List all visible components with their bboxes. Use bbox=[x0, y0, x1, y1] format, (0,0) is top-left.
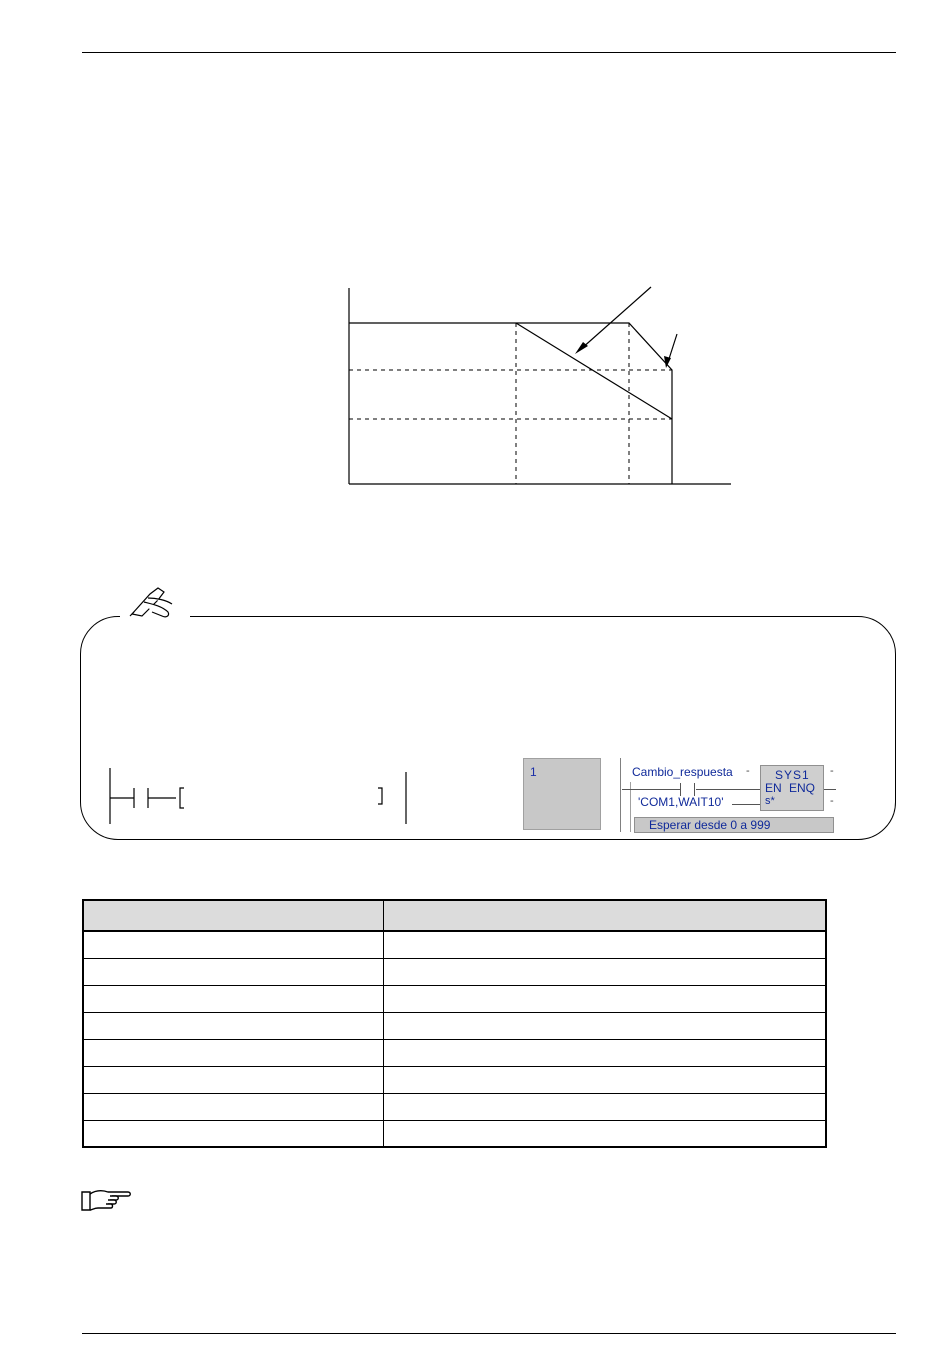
step-number-cell bbox=[523, 758, 601, 830]
table-row bbox=[83, 1066, 826, 1093]
response-curve bbox=[349, 323, 672, 484]
table-row bbox=[83, 1093, 826, 1120]
table-row bbox=[83, 1012, 826, 1039]
table-header-cell bbox=[83, 900, 383, 931]
table-row bbox=[83, 958, 826, 985]
block-comment[interactable]: Esperar desde 0 a 999 bbox=[634, 817, 834, 833]
pointer-arrow-1 bbox=[581, 287, 651, 349]
variable-label[interactable]: Cambio_respuesta bbox=[632, 765, 733, 779]
step-number: 1 bbox=[530, 765, 537, 779]
pin-enq: ENQ bbox=[789, 781, 816, 795]
table-header-cell bbox=[383, 900, 826, 931]
table-row bbox=[83, 1039, 826, 1066]
parameter-table bbox=[82, 899, 827, 1148]
pin-en: EN bbox=[765, 781, 782, 795]
ladder-rung bbox=[100, 766, 420, 828]
timing-diagram bbox=[300, 270, 740, 492]
pointing-hand-icon bbox=[80, 1186, 134, 1214]
header-rule bbox=[82, 52, 896, 53]
function-block-diagram: - - - Cambio_respuesta 'COM1,WAIT10' SYS1 EN ENQ s* Esperar desde 0 a 999 bbox=[612, 756, 837, 834]
pin-s: s* bbox=[765, 795, 775, 807]
arrowhead-2 bbox=[664, 356, 671, 368]
string-input-label[interactable]: 'COM1,WAIT10' bbox=[638, 795, 724, 809]
table-row bbox=[83, 985, 826, 1012]
footer-rule bbox=[82, 1333, 896, 1334]
block-name: SYS1 bbox=[775, 768, 810, 782]
table-row bbox=[83, 1120, 826, 1147]
instruction-bracket-left bbox=[180, 788, 184, 808]
sys1-block[interactable] bbox=[760, 765, 824, 811]
pen-hand-icon bbox=[122, 582, 178, 622]
table-header-row bbox=[83, 900, 826, 931]
table-row bbox=[83, 931, 826, 958]
instruction-bracket-right bbox=[378, 788, 382, 804]
